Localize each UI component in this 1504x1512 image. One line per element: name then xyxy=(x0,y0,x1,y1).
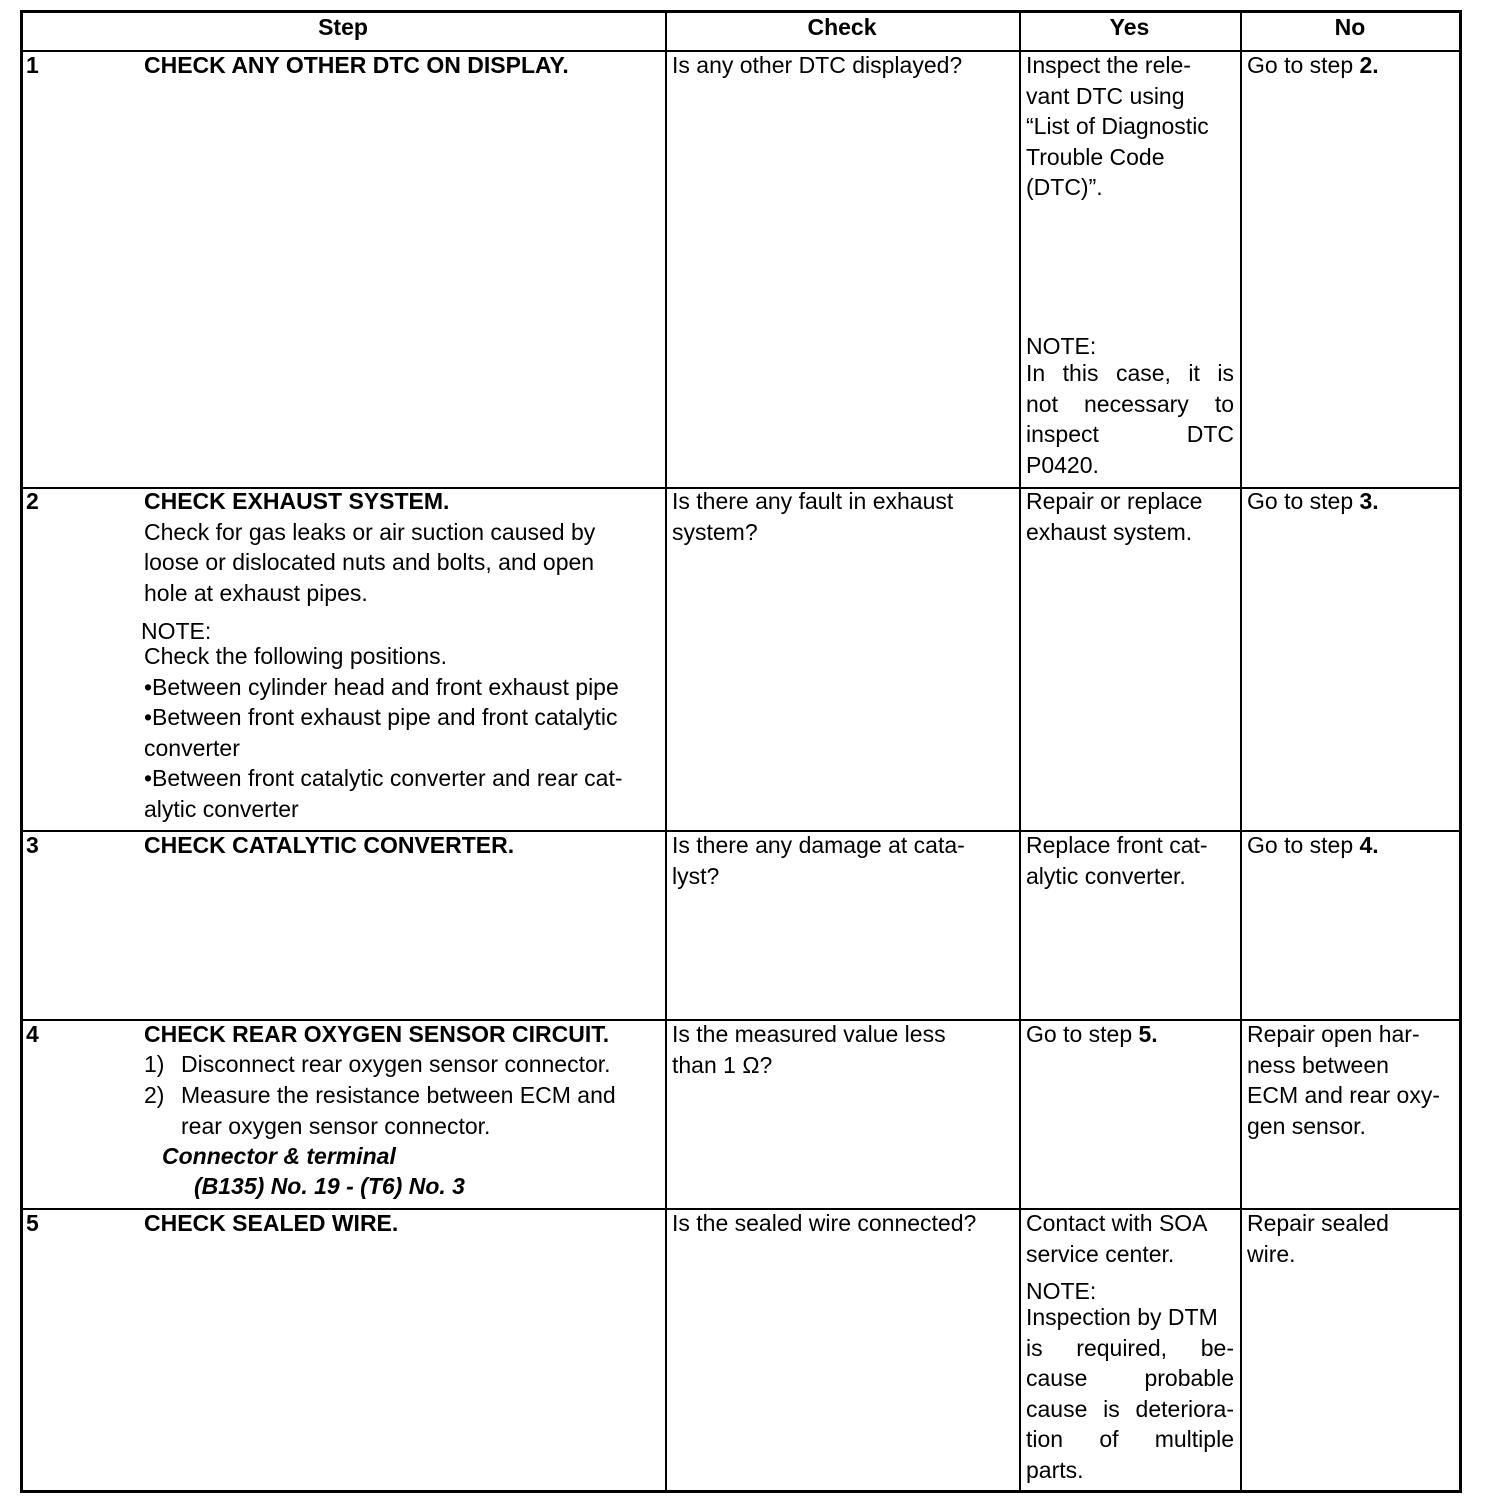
no-4: Repair open har- ness between ECM and rear oxy- gen sensor. xyxy=(1247,1021,1441,1139)
header-check: Check xyxy=(807,14,877,40)
step-4-item-2: Measure the resistance between ECM and rear oxygen sensor connector. xyxy=(181,1082,616,1139)
step-4-item-1: Disconnect rear oxygen sensor connector. xyxy=(181,1051,611,1077)
step-title-5: CHECK SEALED WIRE. xyxy=(144,1210,399,1236)
step-4-spec-value: (B135) No. 19 - (T6) No. 3 xyxy=(194,1173,465,1199)
yes-5: Contact with SOA service center. xyxy=(1026,1210,1208,1267)
yes-1-note: In this case, it is not necessary to inspect DTC P0420. xyxy=(1026,360,1234,478)
check-2: Is there any fault in exhaust system? xyxy=(672,488,954,545)
step-4-item-2-num: 2) xyxy=(144,1082,165,1108)
check-3: Is there any damage at cata- lyst? xyxy=(672,832,965,889)
check-5: Is the sealed wire connected? xyxy=(672,1210,977,1236)
step-4-item-1-num: 1) xyxy=(144,1051,165,1077)
step-body-2: CHECK EXHAUST SYSTEM. Check for gas leaks or air suction caused by loose or dislocated nuts and bolts, and open hole at exhaust pipes. xyxy=(144,488,596,606)
no-3: Go to step 4. xyxy=(1247,832,1379,858)
yes-2: Repair or replace exhaust system. xyxy=(1026,488,1203,545)
yes-4: Go to step 5. xyxy=(1026,1021,1158,1047)
step-4-spec-label: Connector & terminal xyxy=(162,1143,396,1169)
step-title-4: CHECK REAR OXYGEN SENSOR CIRCUIT. xyxy=(144,1021,610,1047)
no-5: Repair sealed wire. xyxy=(1247,1210,1389,1267)
step-2-note: Check the following positions. •Between cylinder head and front exhaust pipe •Between front exhaust pipe and front catalytic converter •Between front catalytic converter and rear cat- alytic converter xyxy=(144,643,623,822)
step-number-3: 3 xyxy=(26,832,39,858)
header-yes: Yes xyxy=(1109,14,1150,40)
step-title-1: CHECK ANY OTHER DTC ON DISPLAY. xyxy=(144,52,569,78)
step-number-4: 4 xyxy=(26,1021,39,1047)
col-divider-yes xyxy=(1019,13,1021,1490)
col-divider-check xyxy=(665,13,667,1490)
step-number-1: 1 xyxy=(26,52,39,78)
yes-1: Inspect the rele- vant DTC using “List of Diagnostic Trouble Code (DTC)”. xyxy=(1026,52,1209,200)
yes-5-note-label: NOTE: xyxy=(1026,1278,1097,1304)
header-step: Step xyxy=(318,14,368,40)
yes-3: Replace front cat- alytic converter. xyxy=(1026,832,1208,889)
step-number-5: 5 xyxy=(26,1210,39,1236)
step-title-3: CHECK CATALYTIC CONVERTER. xyxy=(144,832,515,858)
check-4: Is the measured value less than 1 Ω? xyxy=(672,1021,946,1078)
col-divider-no xyxy=(1240,13,1242,1490)
step-2-note-label: NOTE: xyxy=(141,618,212,644)
no-2: Go to step 3. xyxy=(1247,488,1379,514)
no-1: Go to step 2. xyxy=(1247,52,1379,78)
header-no: No xyxy=(1334,14,1366,40)
yes-5-note: Inspection by DTM is required, be- cause probable cause is deteriora- tion of multiple parts. xyxy=(1026,1304,1234,1483)
check-1: Is any other DTC displayed? xyxy=(672,52,963,78)
yes-1-note-label: NOTE: xyxy=(1026,333,1097,359)
step-number-2: 2 xyxy=(26,488,39,514)
